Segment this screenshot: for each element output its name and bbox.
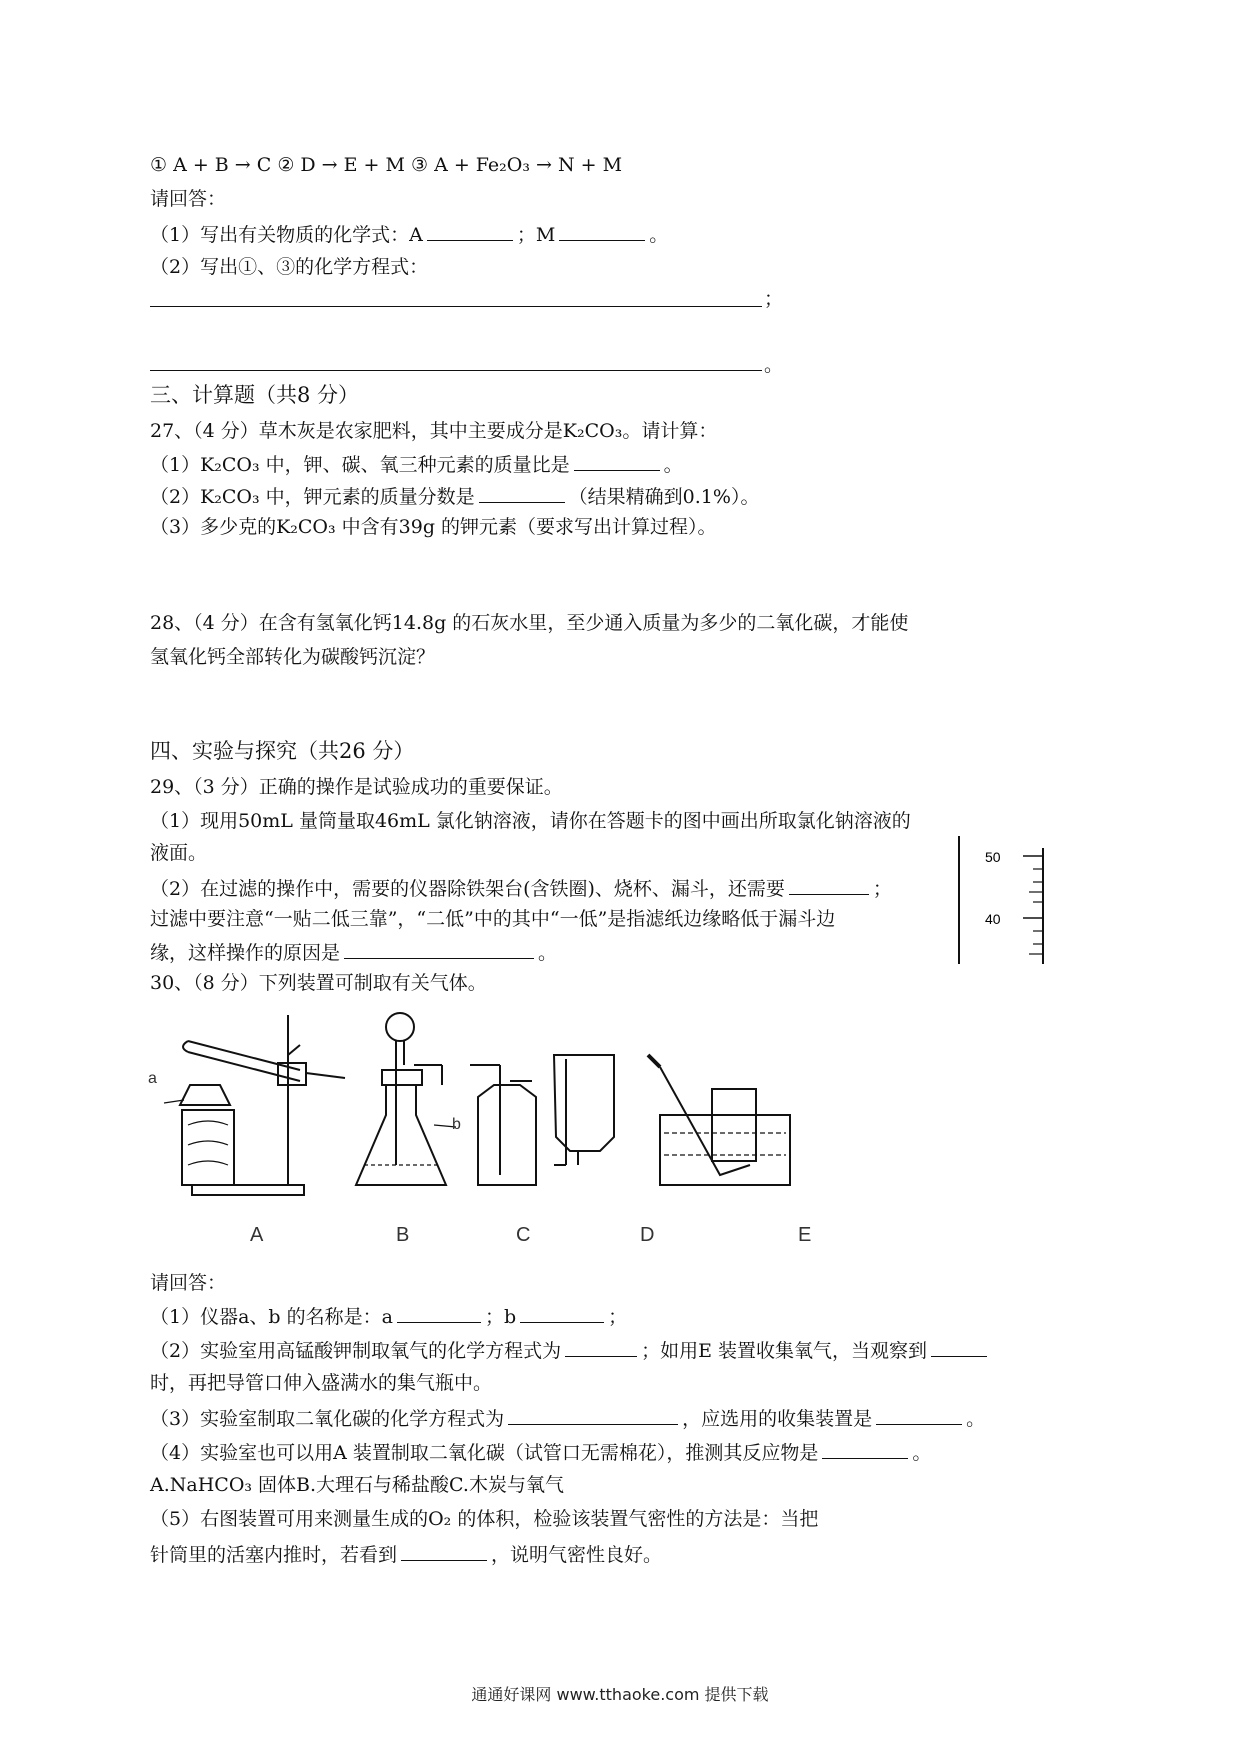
q27-part1-end: 。: [663, 454, 683, 476]
q30-part1-mid: ；b: [484, 1306, 517, 1328]
q30-part3-end: 。: [966, 1408, 986, 1430]
q28-line1: 28、（4 分）在含有氢氧化钙14.8g 的石灰水里，至少通入质量为多少的二氧化碳，才能使: [150, 612, 909, 634]
answer-blank[interactable]: [401, 1540, 487, 1561]
q30-part1-end: ；: [608, 1306, 628, 1328]
q29-part2-line1: [150, 874, 892, 902]
q30-part4-text: （4）实验室也可以用A 装置制取二氧化碳（试管口无需棉花），推测其反应物是: [150, 1442, 819, 1464]
q26-part1-mid: ；M: [516, 224, 556, 246]
q27-part2-end: （结果精确到0.1%）。: [568, 486, 760, 508]
q29-part1-line2: 液面。: [150, 842, 208, 864]
q29-part2-end3: 。: [538, 942, 558, 964]
q27-part2-text: （2）K₂CO₃ 中，钾元素的质量分数是: [150, 486, 475, 508]
apparatus-label-B: B: [396, 1224, 410, 1246]
q30-part1-text: （1）仪器a、b 的名称是：a: [150, 1306, 393, 1328]
q26-part2: （2）写出①、③的化学方程式：: [150, 256, 429, 278]
answer-blank[interactable]: [559, 220, 645, 241]
q26-part1-end: 。: [649, 224, 669, 246]
q27-part1: [150, 450, 683, 478]
answer-blank[interactable]: [822, 1438, 908, 1459]
q30-part5-text: 针筒里的活塞内推时，若看到: [150, 1544, 398, 1566]
apparatus-label-D: D: [640, 1224, 655, 1246]
answer-line[interactable]: [150, 306, 762, 307]
q30-part5-end: ，说明气密性良好。: [491, 1544, 663, 1566]
section-3-title: 三、计算题（共8 分）: [150, 383, 360, 407]
answer-blank[interactable]: [931, 1336, 987, 1357]
period: 。: [764, 354, 784, 376]
stand-base-a: [192, 1185, 304, 1195]
q30-part4-options: A.NaHCO₃ 固体B.大理石与稀盐酸C.木炭与氧气: [150, 1474, 564, 1496]
q27-part1-text: （1）K₂CO₃ 中，钾、碳、氧三种元素的质量比是: [150, 454, 570, 476]
label-b: b: [452, 1116, 461, 1133]
cylinder-label-50: 50: [985, 849, 1001, 865]
apparatus-figure: [160, 1005, 900, 1245]
q27-part2: [150, 482, 759, 510]
q26-part1: [150, 220, 668, 248]
q30-part4: [150, 1438, 931, 1466]
q29-part2-text3: 缘，这样操作的原因是: [150, 942, 341, 964]
answer-blank[interactable]: [520, 1302, 604, 1323]
answer-blank[interactable]: [427, 220, 513, 241]
reaction-line: ① A + B → C ② D → E + M ③ A + Fe₂O₃ → N + M: [150, 154, 623, 176]
q30-part3-text: （3）实验室制取二氧化碳的化学方程式为: [150, 1408, 505, 1430]
q30-part2-line2: 时，再把导管口伸入盛满水的集气瓶中。: [150, 1372, 493, 1394]
apparatus-label-C: C: [516, 1224, 531, 1246]
q29-part2-line3: [150, 938, 557, 966]
q27-part3: （3）多少克的K₂CO₃ 中含有39g 的钾元素（要求写出计算过程）。: [150, 516, 717, 538]
q26-part1-text: （1）写出有关物质的化学式：A: [150, 224, 423, 246]
page-footer: 通通好课网 www.tthaoke.com 提供下载: [471, 1685, 769, 1704]
q30-part5-line1: （5）右图装置可用来测量生成的O₂ 的体积，检验该装置气密性的方法是：当把: [150, 1508, 819, 1530]
answer-blank[interactable]: [479, 482, 565, 503]
q30-part1: [150, 1302, 627, 1330]
prompt-text-2: 请回答：: [150, 1272, 227, 1294]
q29-part2-text: （2）在过滤的操作中，需要的仪器除铁架台(含铁圈)、烧杯、漏斗，还需要: [150, 878, 785, 900]
q30-part3-mid: ，应选用的收集装置是: [682, 1408, 873, 1430]
q29-part2-line2: 过滤中要注意“一贴二低三靠”，“二低”中的其中“一低”是指滤纸边缘略低于漏斗边: [150, 908, 836, 930]
prompt-text: 请回答：: [150, 188, 227, 210]
q30-part2-mid: ；如用E 装置收集氧气，当观察到: [641, 1340, 928, 1362]
apparatus-label-A: A: [250, 1224, 264, 1246]
q29-part1-line1: （1）现用50mL 量筒量取46mL 氯化钠溶液，请你在答题卡的图中画出所取氯化钠溶液的: [150, 810, 911, 832]
q30-part4-end: 。: [912, 1442, 932, 1464]
section-4-title: 四、实验与探究（共26 分）: [150, 739, 415, 763]
q30-part2-line1: [150, 1336, 991, 1364]
answer-blank[interactable]: [508, 1404, 678, 1425]
q29-stem: 29、（3 分）正确的操作是试验成功的重要保证。: [150, 776, 563, 798]
q28-line2: 氢氧化钙全部转化为碳酸钙沉淀？: [150, 646, 436, 668]
q27-stem: 27、（4 分）草木灰是农家肥料，其中主要成分是K₂CO₃。请计算：: [150, 420, 718, 442]
semicolon: ；: [764, 288, 784, 310]
q30-part2-text: （2）实验室用高锰酸钾制取氧气的化学方程式为: [150, 1340, 562, 1362]
answer-blank[interactable]: [789, 874, 869, 895]
answer-blank[interactable]: [876, 1404, 962, 1425]
alcohol-lamp-a: [180, 1085, 230, 1105]
answer-blank[interactable]: [574, 450, 660, 471]
answer-blank[interactable]: [565, 1336, 637, 1357]
q30-part3: [150, 1404, 985, 1432]
apparatus-label-E: E: [798, 1224, 812, 1246]
cylinder-label-40: 40: [985, 911, 1001, 927]
answer-blank[interactable]: [397, 1302, 481, 1323]
answer-blank[interactable]: [344, 938, 534, 959]
q30-part5-line2: [150, 1540, 662, 1568]
q29-part2-end: ；: [872, 878, 892, 900]
answer-line[interactable]: [150, 370, 762, 371]
graduated-cylinder-figure[interactable]: [955, 836, 1055, 966]
q30-stem: 30、（8 分）下列装置可制取有关气体。: [150, 972, 487, 994]
label-a: a: [148, 1070, 157, 1087]
